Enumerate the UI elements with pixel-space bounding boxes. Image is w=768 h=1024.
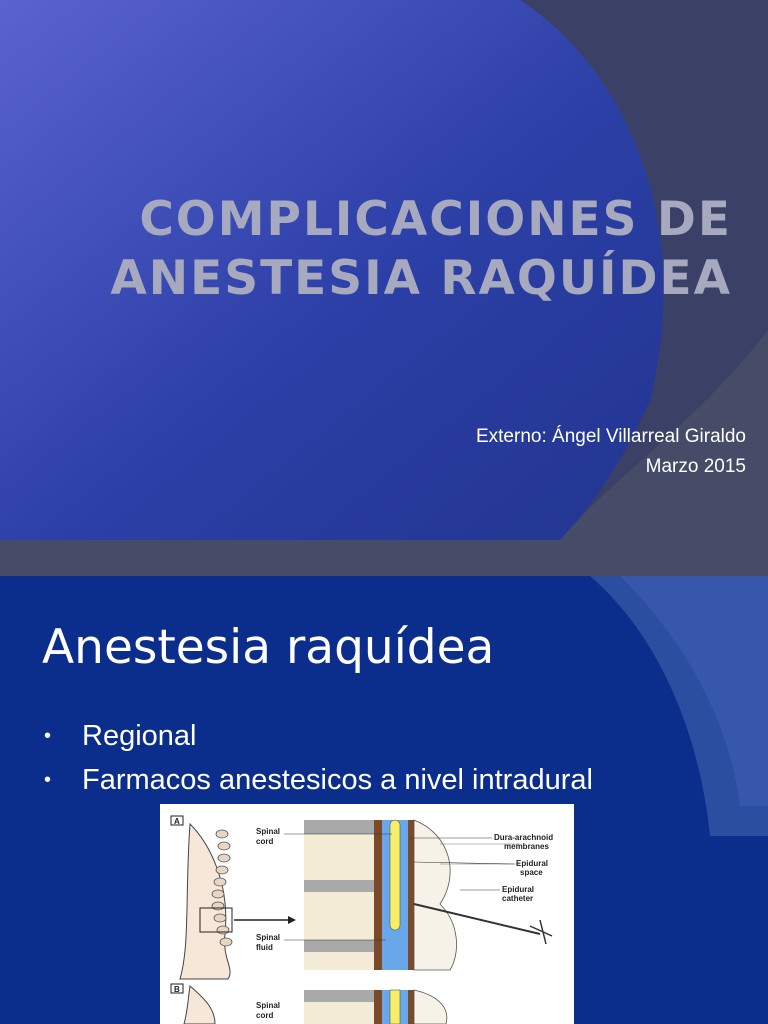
panel-b-label: B	[174, 985, 180, 994]
spinal-cord-shape	[390, 820, 400, 930]
epidural-catheter-label-line1: Epidural	[502, 885, 535, 894]
panel-a-label: A	[174, 817, 180, 826]
bullet-text: Farmacos anestesicos a nivel intradural	[82, 764, 593, 796]
spinal-cord-b-label-line2: cord	[256, 1011, 274, 1020]
bullet-marker: •	[44, 725, 52, 747]
spinal-cord-label-line1: Spinal	[256, 827, 281, 836]
bullet-text: Regional	[82, 720, 197, 752]
epidural-space-label-line1: Epidural	[516, 859, 549, 868]
bullet-list	[44, 714, 593, 802]
epidural-space-label-line2: space	[520, 868, 543, 877]
list-item	[44, 714, 593, 758]
spinal-fluid-label-line1: Spinal	[256, 933, 281, 942]
spinal-anatomy-illustration	[160, 804, 574, 1024]
panel-b-cross-section	[304, 990, 447, 1024]
spinal-cord-b-label-line1: Spinal	[256, 1001, 281, 1010]
presentation-title	[32, 190, 732, 308]
author-text: Externo: Ángel Villarreal Giraldo	[475, 426, 746, 447]
slide-title: Anestesia raquídea	[42, 620, 495, 675]
title-line-1: COMPLICACIONES DE	[139, 192, 732, 247]
date-text: Marzo 2015	[645, 456, 746, 477]
dura-label-line1: Dura-arachnoid	[494, 833, 554, 842]
dura-label-line2: membranes	[504, 842, 549, 851]
list-item	[44, 758, 593, 802]
title-line-2: ANESTESIA RAQUÍDEA	[110, 251, 732, 306]
bullet-marker: •	[44, 769, 52, 791]
spinal-cord-label-line2: cord	[256, 837, 274, 846]
zoom-arrowhead	[288, 916, 296, 924]
epidural-catheter-label-line2: catheter	[502, 894, 534, 903]
spinal-anatomy-figure	[160, 804, 574, 1024]
spinal-fluid-label-line2: fluid	[256, 943, 273, 952]
